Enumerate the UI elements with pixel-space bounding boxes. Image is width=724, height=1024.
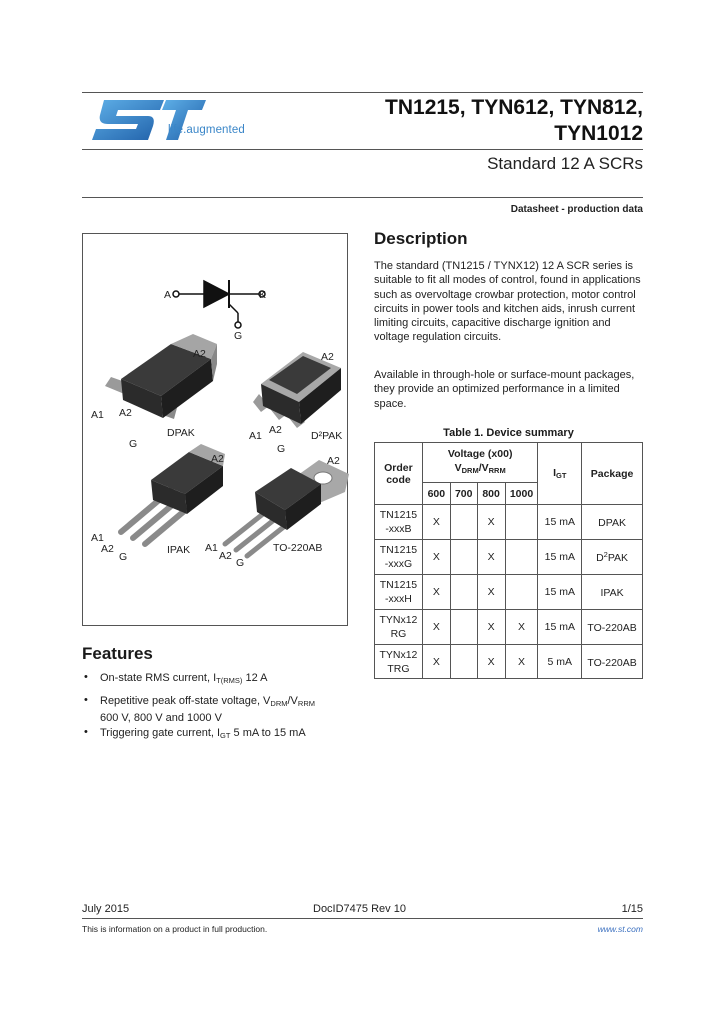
dpak-label-a1: A1 (91, 409, 104, 421)
feature-item-3: Triggering gate current, $I_{GT}$ 5 mA to 15 mA (100, 727, 306, 740)
v1000-cell: X (505, 610, 538, 645)
subtitle-rule (82, 197, 643, 198)
v600-cell: X (422, 610, 450, 645)
footer-note: This is information on a product in full production. (82, 924, 268, 934)
v700-cell (450, 575, 477, 610)
package-cell: IPAK (582, 575, 643, 610)
header-package: Package (582, 443, 643, 505)
bullet-3: • (84, 726, 88, 738)
v700-cell (450, 610, 477, 645)
dpak-label-a2: A2 (193, 348, 206, 360)
datasheet-label: Datasheet - production data (510, 204, 643, 215)
table-row (375, 645, 643, 679)
igt-cell: 15 mA (538, 610, 582, 645)
v600-cell: X (422, 540, 450, 575)
description-paragraph-2: Available in through-hole or surface-mount packages, they provide an optimized performance in a limited space. (374, 369, 635, 410)
header-order-code: Order code (375, 443, 423, 505)
footer-docid: DocID7475 Rev 10 (313, 903, 406, 915)
ipak-label-a2b: A2 (101, 543, 114, 555)
table-row (375, 575, 643, 610)
v1000-cell (505, 540, 538, 575)
v800-cell: X (477, 645, 505, 679)
ipak-label-a1: A1 (91, 532, 104, 544)
igt-cell: 5 mA (538, 645, 582, 679)
table-row (375, 505, 643, 540)
igt-cell: 15 mA (538, 540, 582, 575)
to220-label-a2b: A2 (219, 550, 232, 562)
table-row (375, 610, 643, 645)
v600-cell: X (422, 575, 450, 610)
symbol-label-g: G (234, 330, 243, 342)
logo-tagline: life.augmented (168, 124, 245, 136)
footer-page: 1/15 (621, 903, 643, 915)
v600-cell: X (422, 505, 450, 540)
table-row (375, 540, 643, 575)
table-caption: Table 1. Device summary (443, 427, 574, 439)
device-summary-table (374, 442, 643, 679)
header-igt: $I_{GT}$ (538, 443, 582, 505)
d2pak-label-name: D²PAK (311, 430, 343, 442)
order-code-cell: TYNx12 RG (375, 610, 423, 645)
title-line-1: TN1215, TYN612, TYN812, (385, 96, 643, 119)
document-subtitle: Standard 12 A SCRs (487, 154, 643, 173)
v800-cell: X (477, 540, 505, 575)
header-volt-600: 600 (422, 483, 450, 505)
package-drawings-icon (83, 234, 349, 627)
top-rule (82, 92, 643, 93)
package-cell: TO-220AB (582, 610, 643, 645)
package-cell: DPAK (582, 505, 643, 540)
v600-cell: X (422, 645, 450, 679)
package-cell: $D^2PAK$ (582, 540, 643, 575)
header-voltage-symbols: $V_{DRM}/V_{RRM}$ (454, 462, 506, 475)
dpak-label-name: DPAK (167, 427, 195, 439)
order-code-cell: TN1215 -xxxG (375, 540, 423, 575)
d2pak-package-icon (253, 352, 341, 428)
v700-cell (450, 505, 477, 540)
v800-cell: X (477, 610, 505, 645)
symbol-label-k: K (259, 289, 267, 301)
description-paragraph-1: The standard (TN1215 / TYNX12) 12 A SCR series is suitable to fit all modes of control, found in applications such as overvoltage crowbar protection, motor control circuits in power tools and kitchen aids, inrush current limiting circuits, capacitive discharge ignition and voltage regulation circuits. (374, 260, 641, 344)
ipak-label-a2: A2 (211, 453, 224, 465)
v1000-cell (505, 505, 538, 540)
to220-label-a1: A1 (205, 542, 218, 554)
d2pak-label-a1: A1 (249, 430, 262, 442)
d2pak-label-g: G (277, 443, 286, 455)
to220-label-a2: A2 (327, 455, 340, 467)
document-title (283, 95, 643, 147)
v1000-cell (505, 575, 538, 610)
package-illustration (82, 233, 348, 626)
igt-cell: 15 mA (538, 575, 582, 610)
order-code-cell: TYNx12 TRG (375, 645, 423, 679)
footer-url-link[interactable]: www.st.com (597, 924, 643, 934)
v700-cell (450, 540, 477, 575)
dpak-label-a2b: A2 (119, 407, 132, 419)
to220-label-name: TO-220AB (273, 542, 323, 554)
bullet-1: • (84, 671, 88, 683)
footer-rule (82, 918, 643, 919)
d2pak-label-a2b: A2 (269, 424, 282, 436)
dpak-label-g: G (129, 438, 138, 450)
header-volt-800: 800 (477, 483, 505, 505)
description-heading: Description (374, 229, 468, 248)
scr-symbol-icon (173, 280, 265, 328)
order-code-cell: TN1215 -xxxH (375, 575, 423, 610)
title-rule (82, 149, 643, 150)
v800-cell: X (477, 505, 505, 540)
symbol-label-a: A (164, 289, 172, 301)
header-volt-1000: 1000 (505, 483, 538, 505)
header-volt-700: 700 (450, 483, 477, 505)
package-cell: TO-220AB (582, 645, 643, 679)
igt-cell: 15 mA (538, 505, 582, 540)
v800-cell: X (477, 575, 505, 610)
ipak-label-name: IPAK (167, 544, 191, 556)
ipak-package-icon (121, 444, 225, 544)
ipak-label-g: G (119, 551, 128, 563)
footer-date: July 2015 (82, 903, 130, 915)
feature-item-2: Repetitive peak off-state voltage, $V_{DRM}/V_{RRM}$ 600 V, 800 V and 1000 V (100, 695, 315, 724)
d2pak-label-a2: A2 (321, 351, 334, 363)
order-code-cell: TN1215 -xxxB (375, 505, 423, 540)
v1000-cell: X (505, 645, 538, 679)
st-logo-icon (90, 98, 260, 146)
v700-cell (450, 645, 477, 679)
to220-label-g: G (236, 557, 245, 569)
title-line-2: TYN1012 (554, 122, 643, 145)
features-heading: Features (82, 644, 153, 663)
bullet-2: • (84, 694, 88, 706)
feature-item-1: On-state RMS current, $I_{T(RMS)}$ 12 A (100, 672, 268, 685)
header-voltage (422, 443, 538, 483)
header-voltage-label: Voltage (x00) (447, 448, 513, 460)
